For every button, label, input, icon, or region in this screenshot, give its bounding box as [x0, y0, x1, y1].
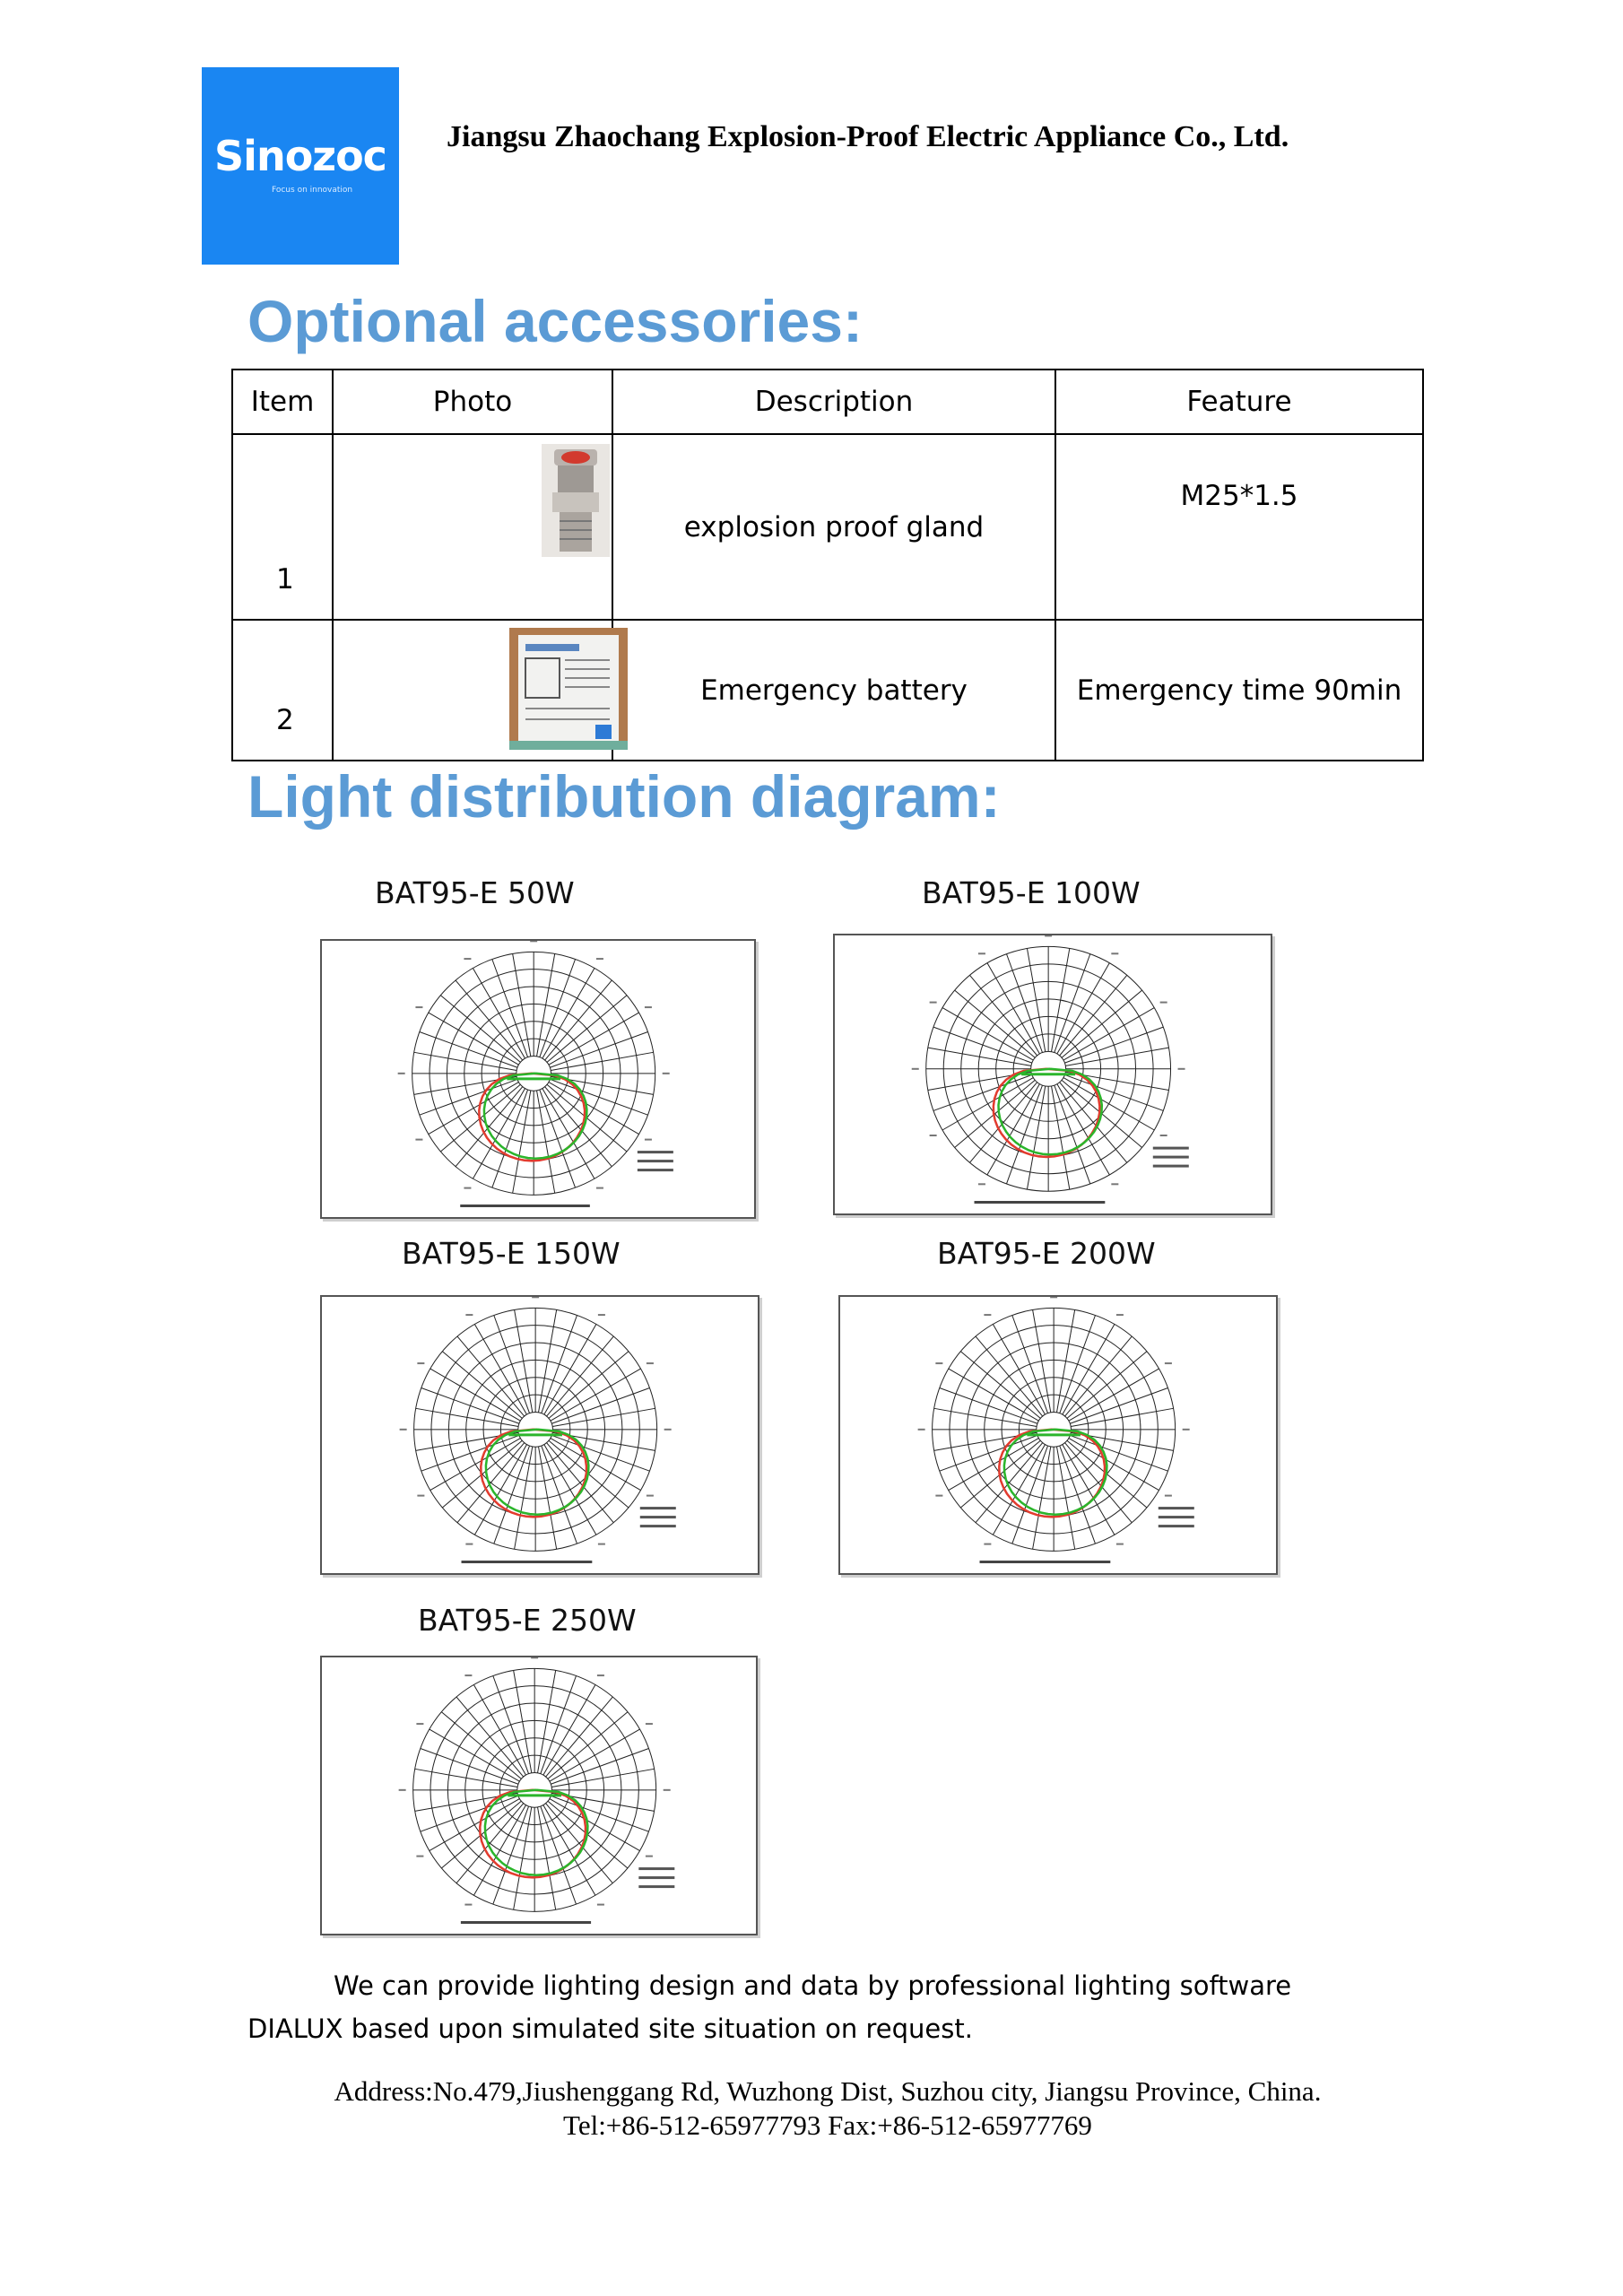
feature-text: Emergency time 90min: [1076, 674, 1402, 707]
header-photo: Photo: [333, 370, 612, 434]
header-description: Description: [612, 370, 1055, 434]
chart-frame-50w: [320, 939, 756, 1219]
company-logo: [202, 67, 399, 265]
feature-cell: [1055, 620, 1423, 761]
feature-text: M25*1.5: [1180, 480, 1298, 512]
feature-cell: [1055, 434, 1423, 620]
description-cell: [612, 434, 1055, 620]
accessories-table: [231, 369, 1424, 761]
header-item: Item: [232, 370, 333, 434]
description-text: Emergency battery: [700, 674, 968, 707]
chart-label-100w: BAT95-E 100W: [922, 875, 1141, 910]
chart-frame-250w: [320, 1656, 758, 1935]
chart-frame-100w: [833, 934, 1272, 1215]
polar-distribution-curve-icon: [322, 941, 754, 1217]
company-name: Jiangsu Zhaochang Explosion-Proof Electric Appliance Co., Ltd.: [447, 120, 1289, 153]
header-feature: Feature: [1055, 370, 1423, 434]
description-text: explosion proof gland: [683, 510, 985, 544]
item-number: 2: [276, 704, 294, 736]
light-distribution-title: Light distribution diagram:: [247, 763, 1001, 830]
chart-label-250w: BAT95-E 250W: [418, 1603, 637, 1638]
polar-distribution-curve-icon: [840, 1297, 1276, 1573]
item-number: 1: [276, 563, 294, 596]
chart-label-50w: BAT95-E 50W: [375, 875, 575, 910]
cable-gland-photo: [540, 442, 612, 559]
description-cell: [612, 620, 1055, 761]
footer-contact: Tel:+86-512-65977793 Fax:+86-512-65977769: [563, 2109, 1092, 2141]
logo-brand-text: Sinozoc: [214, 132, 386, 180]
item-cell: [232, 620, 333, 761]
logo-tagline: Focus on innovation: [272, 186, 353, 195]
polar-distribution-curve-icon: [835, 935, 1271, 1213]
table-row: [232, 620, 1423, 761]
chart-frame-200w: [838, 1295, 1278, 1575]
battery-box-photo: [509, 628, 628, 750]
chart-frame-150w: [320, 1295, 759, 1575]
dialux-note: We can provide lighting design and data by professional lighting software DIALUX based upon simulated site situation on request.: [247, 1970, 1292, 2044]
photo-cell: [333, 434, 612, 620]
photo-cell: [333, 620, 612, 761]
chart-label-150w: BAT95-E 150W: [402, 1236, 621, 1271]
item-cell: [232, 434, 333, 620]
polar-distribution-curve-icon: [322, 1297, 758, 1573]
accessories-title: Optional accessories:: [247, 288, 863, 354]
chart-label-200w: BAT95-E 200W: [937, 1236, 1156, 1271]
table-header-row: [232, 370, 1423, 434]
polar-distribution-curve-icon: [322, 1657, 756, 1934]
table-row: [232, 434, 1423, 620]
footer-address: Address:No.479,Jiushenggang Rd, Wuzhong Dist, Suzhou city, Jiangsu Province, China.: [334, 2075, 1322, 2107]
